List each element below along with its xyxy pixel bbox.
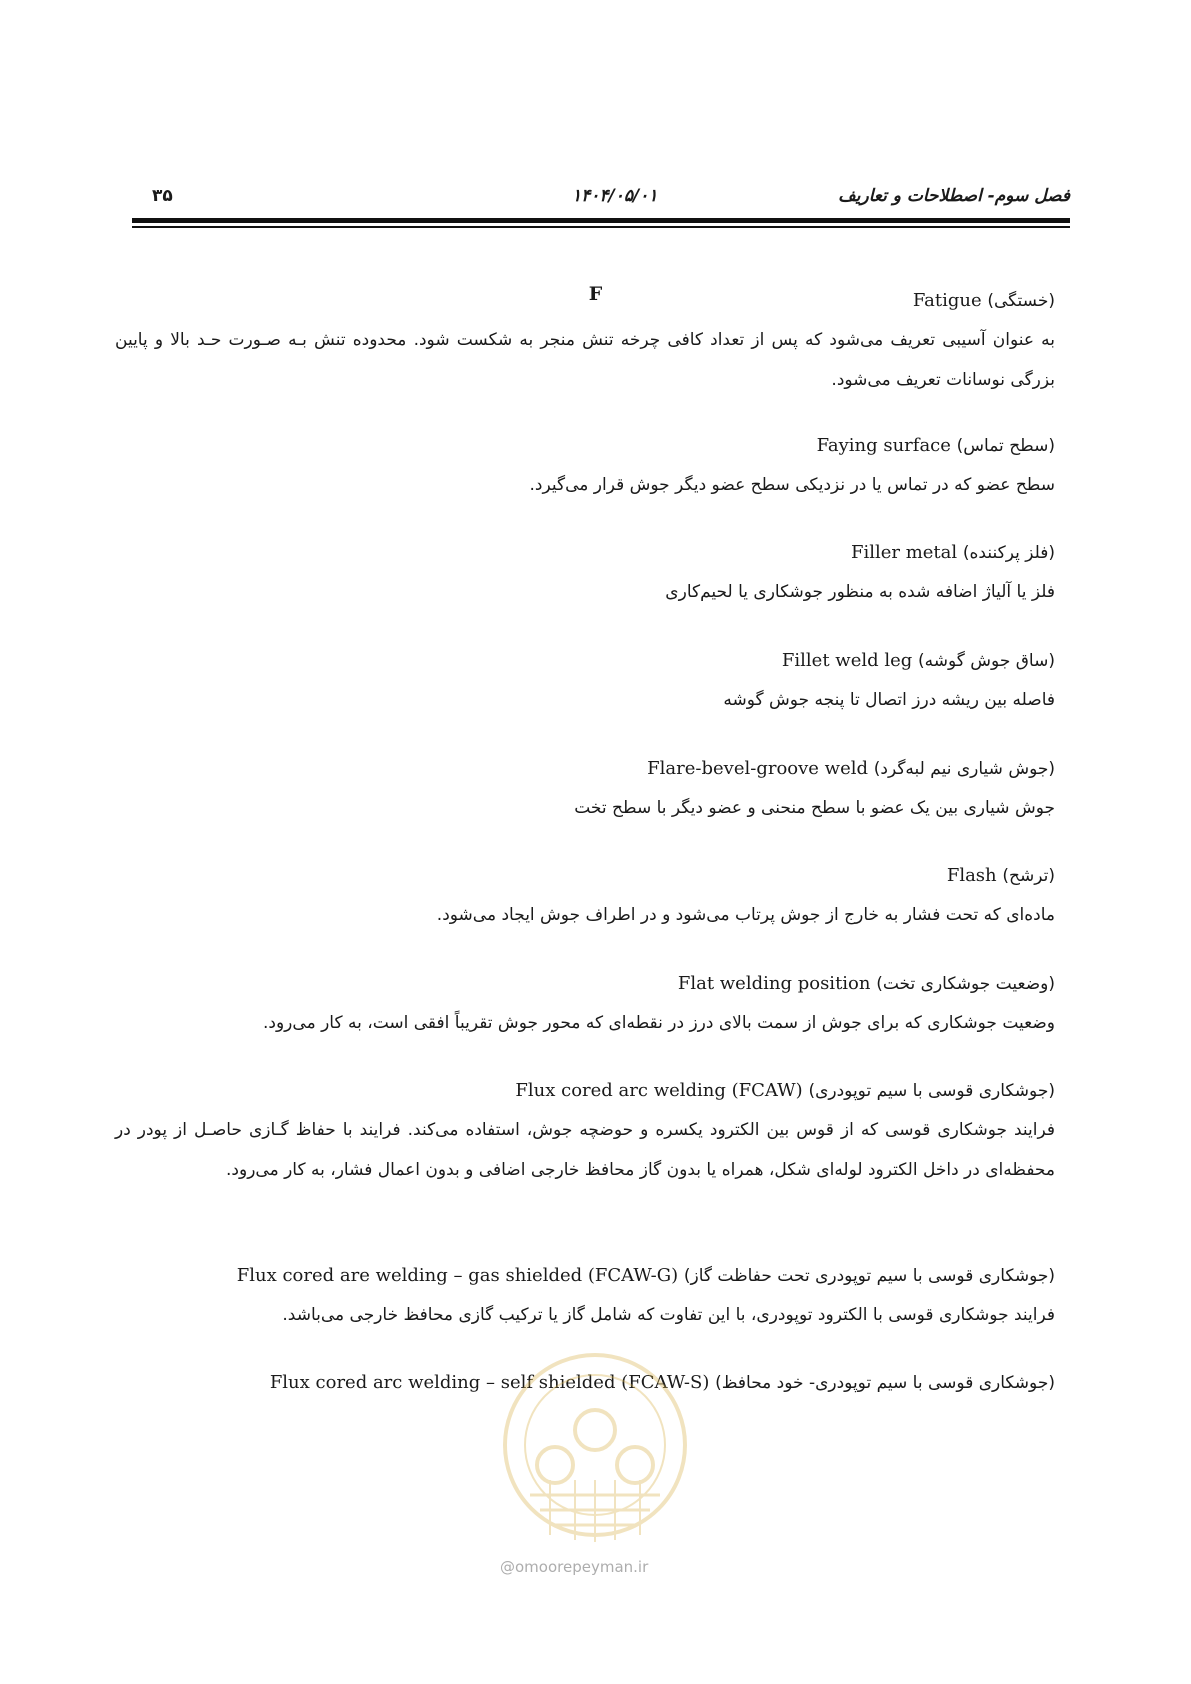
term-fa: (ترشح): [1002, 866, 1055, 886]
term-fa: (سطح تماس): [956, 436, 1055, 456]
term-en: Faying surface: [816, 435, 951, 456]
watermark-site-text: @omoorepeyman.ir: [500, 1558, 649, 1576]
term-en: Flash: [946, 865, 997, 886]
chapter-title: فصل سوم- اصطلاحات و تعاریف: [838, 186, 1070, 206]
term-definition: به عنوان آسیبی تعریف می‌شود که پس از تعداد کافی چرخه تنش منجر به شکست شود. محدوده تنش بـه صـورت حـد بالا و پایین بزرگی نوسانات تعریف می‌شود.: [115, 330, 1055, 390]
term-fa: (وضعیت جوشکاری تخت): [876, 974, 1055, 994]
term-definition: جوش شیاری بین یک عضو با سطح منحنی و عضو دیگر با سطح تخت: [574, 798, 1055, 818]
term-heading: [115, 1071, 1055, 1111]
header-rule-thin: [132, 226, 1070, 228]
term-fa: (جوش شیاری نیم لبه‌گرد): [873, 759, 1055, 779]
page-header: [132, 186, 1070, 216]
term-heading: [115, 964, 1055, 1004]
term-en: Flux cored are welding – gas shielded (FCAW-G): [236, 1265, 679, 1286]
term-definition: ماده‌ای که تحت فشار به خارج از جوش پرتاب می‌شود و در اطراف جوش ایجاد می‌شود.: [436, 905, 1055, 925]
term-definition: فرایند جوشکاری قوسی با الکترود توپودری، با این تفاوت که شامل گاز یا ترکیب گازی محافظ خارجی می‌باشد.: [282, 1305, 1055, 1325]
term-definition: سطح عضو که در تماس یا در نزدیکی سطح عضو دیگر جوش قرار می‌گیرد.: [529, 475, 1055, 495]
term-heading: [115, 1256, 1055, 1296]
term-heading: [115, 749, 1055, 789]
term-fa: (جوشکاری قوسی با سیم توپودری- خود محافظ): [715, 1373, 1055, 1393]
term-en: Filler metal: [850, 542, 958, 563]
term-en: Flux cored arc welding (FCAW): [515, 1080, 803, 1101]
term-heading: [115, 426, 1055, 466]
term-definition: فلز یا آلیاژ اضافه شده به منظور جوشکاری یا لحیم‌کاری: [665, 582, 1055, 602]
term-en: Flare-bevel-groove weld: [647, 758, 869, 779]
header-date: ۱۴۰۴/۰۵/۰۱: [572, 186, 658, 206]
term-fa: (فلز پرکننده): [962, 543, 1055, 563]
term-fa: (جوشکاری قوسی با سیم توپودری تحت حفاظت گاز): [683, 1266, 1055, 1286]
term-definition: فاصله بین ریشه درز اتصال تا پنجه جوش گوشه: [723, 690, 1055, 710]
term-definition: فرایند جوشکاری قوسی که از قوس بین الکترود یکسره و حوضچه جوش، استفاده می‌کند. فرایند با حفاظ گـازی حاصـل از پودر در محفظه‌ای در داخل الکترود لوله‌ای شکل، همراه یا بدون گاز محافظ خارجی اضافی و بدون اعمال فشار، به کار می‌رود.: [115, 1120, 1055, 1180]
term-fa: (جوشکاری قوسی با سیم توپودری): [808, 1081, 1055, 1101]
term-heading: [115, 281, 1055, 321]
term-fa: (ساق جوش گوشه): [918, 651, 1055, 671]
header-rule-thick: [132, 218, 1070, 223]
term-en: Fatigue: [912, 290, 982, 311]
term-heading: [115, 856, 1055, 896]
term-heading: [115, 641, 1055, 681]
term-definition: وضعیت جوشکاری که برای جوش از سمت بالای درز در نقطه‌ای که محور جوش تقریباً افقی است، به کار می‌رود.: [263, 1013, 1055, 1033]
term-fa: (خستگی): [987, 291, 1055, 311]
section-letter: F: [588, 283, 603, 305]
term-heading: [115, 533, 1055, 573]
page-number: ۳۵: [152, 186, 173, 206]
term-en: Fillet weld leg: [781, 650, 913, 671]
term-en: Flat welding position: [677, 973, 871, 994]
watermark-logo-icon: [490, 1330, 700, 1570]
term-en: Flux cored arc welding – self shielded (FCAW-S): [269, 1372, 710, 1393]
